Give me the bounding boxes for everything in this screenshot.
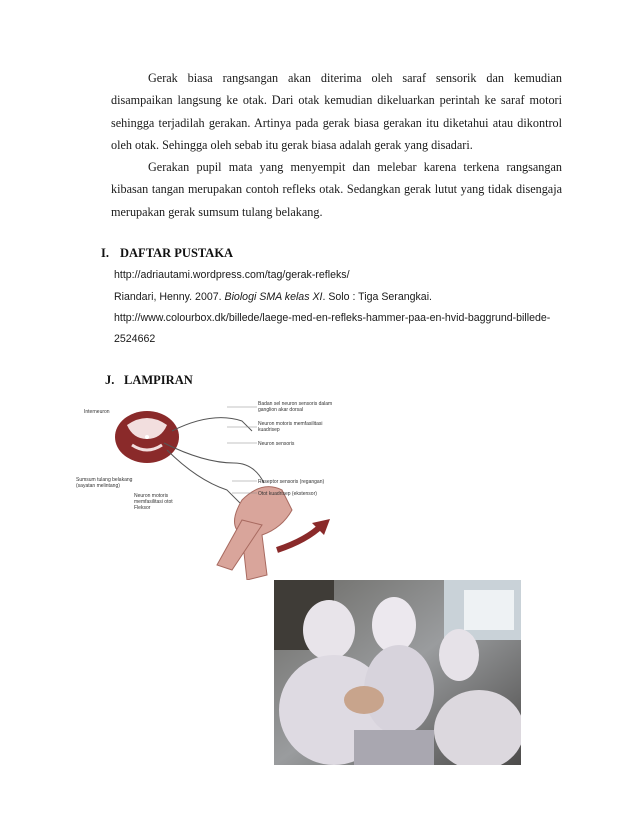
reference-1: [114, 265, 566, 286]
paragraph-text: Gerak biasa rangsangan akan diterima oleh saraf sensorik dan kemudian disampaikan langsung ke otak. Dari otak kemudian dikeluarkan perintah ke saraf motori sehingga terjadilah gerakan. Artinya pada gerak biasa gerakan itu diketahui atau dikontrol oleh otak. Sehingga oleh sebab itu gerak biasa adalah gerak yang disadari.: [111, 71, 562, 153]
label-sumsum-2: (sayatan melintang): [76, 483, 120, 489]
reference-3: [114, 308, 566, 350]
section-number: J.: [105, 373, 115, 387]
reference-url: http://adriautami.wordpress.com/tag/gerak-refleks/: [114, 269, 350, 281]
section-title: LAMPIRAN: [124, 373, 193, 387]
reference-2: [114, 287, 566, 308]
leg-illustration: [217, 487, 292, 580]
label-neuron-motoris-b: Neuron motoris memfasilitasi: [258, 421, 323, 427]
section-heading-daftar-pustaka: [101, 246, 233, 261]
label-neuron-motoris: Neuron motoris: [134, 493, 169, 499]
label-interneuron: Interneuron: [84, 409, 110, 415]
paragraph-gerak-biasa: [111, 67, 562, 157]
lampiran-photo: [274, 580, 521, 765]
reference-book-title: Biologi SMA kelas XI: [224, 291, 323, 303]
reference-author: Riandari, Henny. 2007.: [114, 291, 225, 303]
reference-url: http://www.colourbox.dk/billede/laege-med-en-refleks-hammer-paa-en-hvid-baggrund-billede-2524662: [114, 312, 551, 346]
label-neuron-motoris-b-2: kuadrisep: [258, 427, 280, 433]
label-neuron-sensoris: Neuron sensoris: [258, 441, 295, 447]
section-title: DAFTAR PUSTAKA: [120, 246, 234, 260]
reference-publisher: . Solo : Tiga Serangkai.: [322, 291, 432, 303]
section-heading-lampiran: [105, 373, 193, 388]
paragraph-text: Gerakan pupil mata yang menyempit dan melebar karena terkena rangsangan kibasan tangan merupakan contoh refleks otak. Sedangkan gerak lutut yang tidak disengaja merupakan gerak sumsum tulang belakang.: [111, 160, 562, 219]
label-otot: Otot kuadrisep (ekstensor): [258, 491, 317, 497]
reflex-arc-diagram: [72, 395, 352, 580]
reflex-arrow: [277, 525, 322, 550]
label-badan-sel-2: ganglion akar dorsal: [258, 407, 304, 413]
section-number: I.: [101, 246, 109, 260]
label-reseptor: Reseptor sensoris (regangan): [258, 479, 325, 485]
label-neuron-motoris-2: memfasilitasi otot: [134, 499, 173, 505]
paragraph-gerakan-pupil: [111, 156, 562, 223]
label-sumsum: Sumsum tulang belakang: [76, 477, 133, 483]
spinal-cord-illustration: [115, 411, 179, 463]
label-badan-sel: Badan sel neuron sensoris dalam: [258, 401, 333, 407]
label-neuron-motoris-3: Fleksor: [134, 505, 151, 511]
